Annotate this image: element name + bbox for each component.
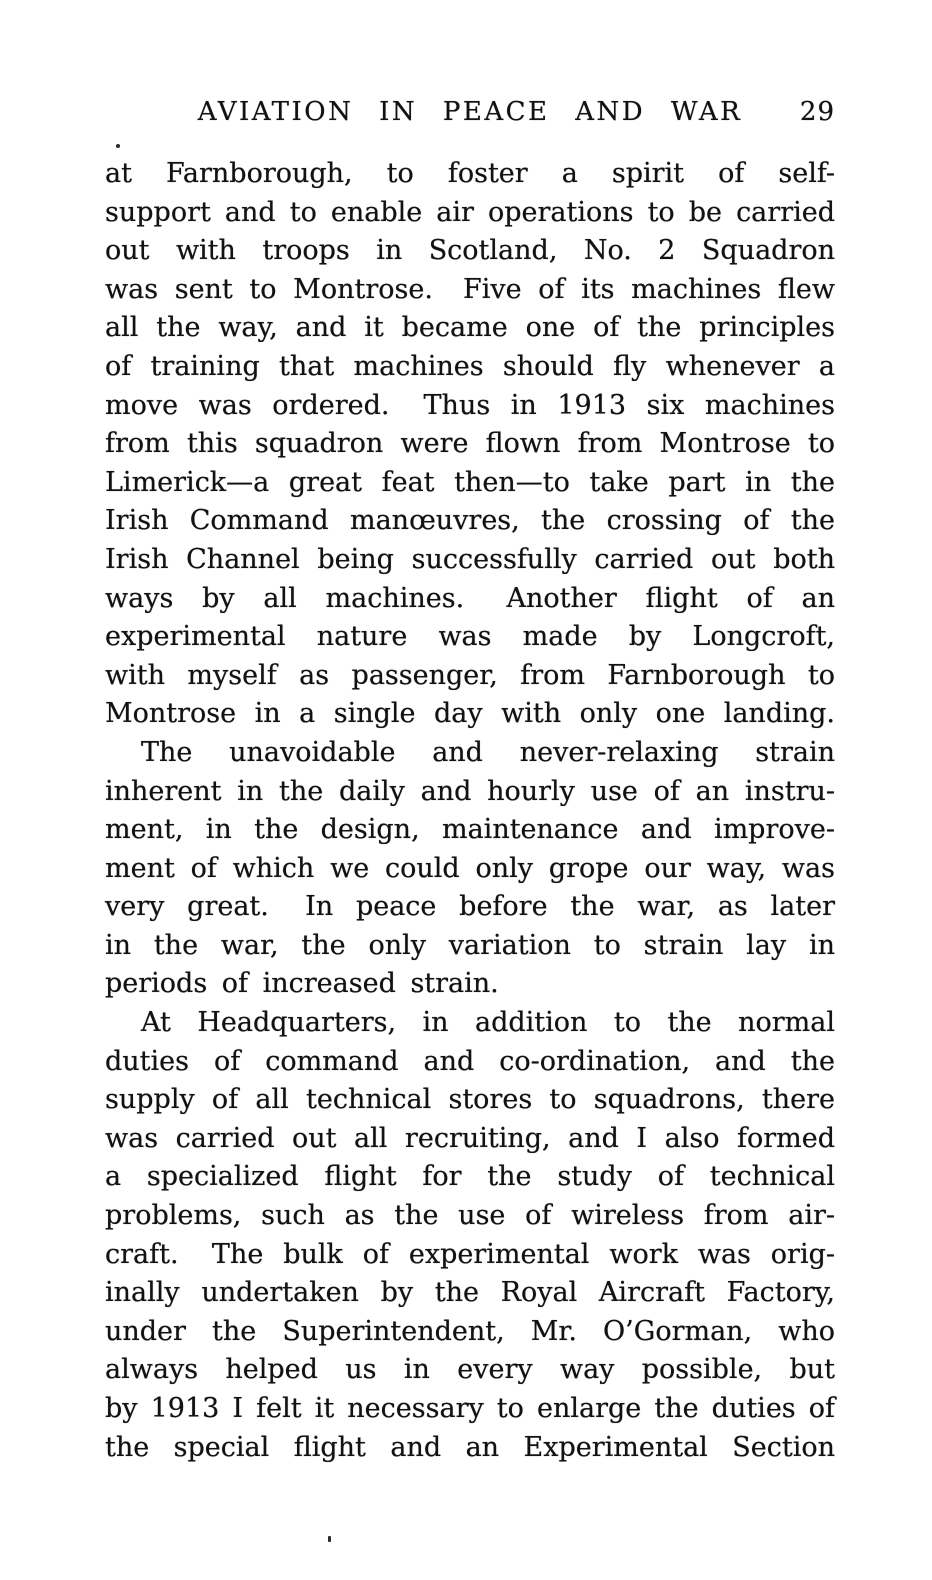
text-line: Irish Command manœuvres, the crossing of the <box>105 505 835 537</box>
text-line: from this squadron were flown from Montrose to <box>105 428 835 460</box>
text-line: out with troops in Scotland, No. 2 Squadron <box>105 235 835 267</box>
text-line: in the war, the only variation to strain lay in <box>105 929 835 961</box>
text-line: duties of command and co-ordination, and the <box>105 1045 835 1077</box>
text-line: The unavoidable and never-relaxing strain <box>141 736 835 768</box>
text-line: inherent in the daily and hourly use of an instru- <box>105 775 835 807</box>
text-line: Limerick—a great feat then—to take part in the <box>105 466 835 498</box>
text-line: periods of increased strain. <box>105 968 499 1000</box>
body-text <box>105 155 835 1467</box>
text-line: at Farnborough, to foster a spirit of self- <box>105 158 835 189</box>
text-line: ways by all machines. Another flight of an <box>105 582 835 614</box>
text-line: craft. The bulk of experimental work was orig- <box>105 1238 835 1270</box>
text-line: move was ordered. Thus in 1913 six machines <box>105 389 835 421</box>
text-line: always helped us in every way possible, but <box>105 1354 835 1386</box>
page-header <box>105 95 835 131</box>
text-line: all the way, and it became one of the principles <box>105 312 835 344</box>
text-line: was carried out all recruiting, and I also formed <box>105 1122 835 1154</box>
text-line: by 1913 I felt it necessary to enlarge the duties of <box>105 1393 835 1424</box>
scan-speck <box>328 1536 331 1542</box>
text-line: At Headquarters, in addition to the normal <box>141 1007 835 1039</box>
text-line: ment of which we could only grope our way, was <box>105 852 835 884</box>
text-line: very great. In peace before the war, as later <box>105 891 835 923</box>
text-line: the special flight and an Experimental Section <box>105 1431 835 1463</box>
text-line: ment, in the design, maintenance and improve- <box>105 814 835 846</box>
text-line: experimental nature was made by Longcroft, <box>105 621 835 653</box>
text-line: Irish Channel being successfully carried out both <box>105 543 835 575</box>
text-line: a specialized flight for the study of technical <box>105 1161 835 1193</box>
running-title: AVIATION IN PEACE AND WAR <box>197 97 743 127</box>
text-line: was sent to Montrose. Five of its machines flew <box>105 273 835 305</box>
scan-speck <box>116 144 120 148</box>
text-line: under the Superintendent, Mr. O’Gorman, who <box>105 1315 835 1347</box>
text-line: support and to enable air operations to be carried <box>105 196 835 228</box>
text-line: Montrose in a single day with only one landing. <box>105 698 835 730</box>
page-number: 29 <box>799 97 835 127</box>
text-line: inally undertaken by the Royal Aircraft Factory, <box>105 1277 835 1309</box>
text-line: supply of all technical stores to squadrons, there <box>105 1084 835 1116</box>
text-line: with myself as passenger, from Farnborough to <box>105 659 835 691</box>
text-line: of training that machines should fly whenever a <box>105 350 835 382</box>
text-line: problems, such as the use of wireless from air- <box>105 1200 835 1232</box>
